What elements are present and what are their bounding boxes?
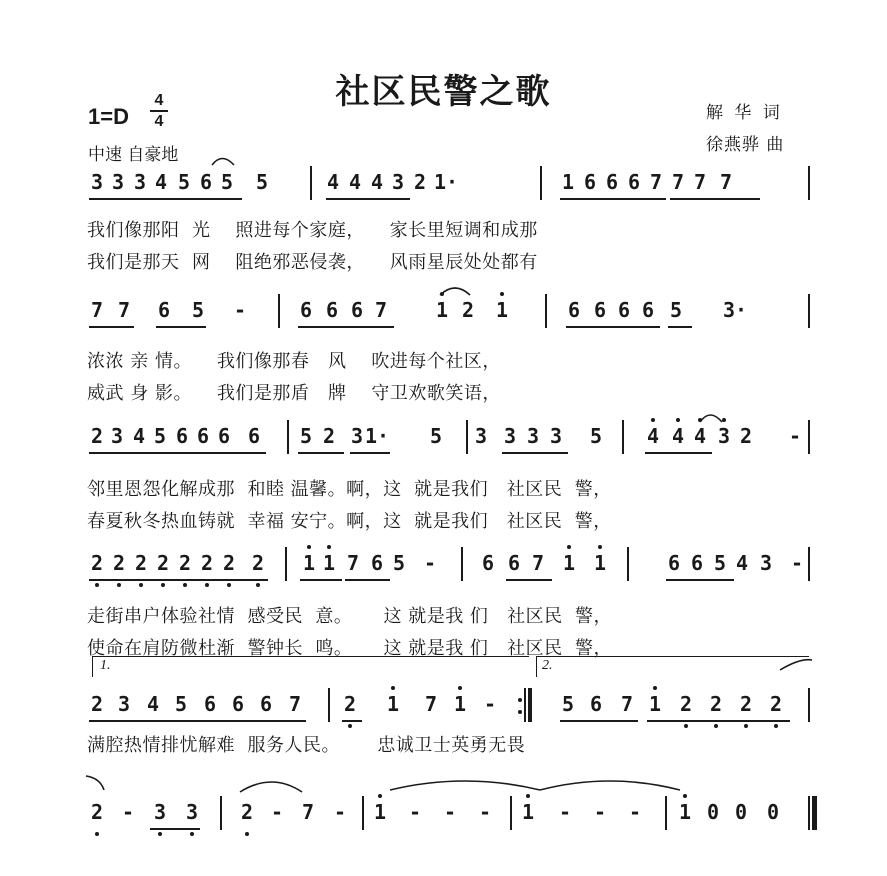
jianpu-note: 3 <box>717 424 731 448</box>
composer-credit: 徐燕骅 曲 <box>706 135 785 155</box>
slur <box>540 781 680 790</box>
jianpu-note: 3 <box>110 424 124 448</box>
beam-underline <box>566 326 660 328</box>
slur <box>390 781 540 790</box>
octave-dot-low <box>256 583 260 587</box>
volta-bracket-2 <box>536 656 809 677</box>
barline <box>622 420 624 454</box>
octave-dot-high <box>722 418 726 422</box>
jianpu-note: 7 <box>719 170 733 194</box>
jianpu-note: 2 <box>343 692 357 716</box>
barline <box>665 796 667 830</box>
jianpu-note: 6 <box>370 551 384 575</box>
octave-dot-high <box>391 686 395 690</box>
repeat-dot <box>518 698 522 702</box>
beam-underline <box>89 579 268 581</box>
jianpu-note: 6 <box>617 298 631 322</box>
jianpu-note: 7 <box>346 551 360 575</box>
jianpu-note: 1 <box>561 170 575 194</box>
barline <box>808 547 810 581</box>
jianpu-note: 4 <box>154 170 168 194</box>
jianpu-note: 1 <box>373 800 387 824</box>
barline <box>808 796 810 830</box>
jianpu-note: 4 <box>671 424 685 448</box>
jianpu-note: 6 <box>583 170 597 194</box>
jianpu-note: 6 <box>589 692 603 716</box>
jianpu-note: 6 <box>299 298 313 322</box>
beam-underline <box>156 326 206 328</box>
octave-dot-high <box>598 545 602 549</box>
jianpu-note: 1· <box>433 170 459 194</box>
jianpu-note: 6 <box>231 692 245 716</box>
tempo-marking: 中速 自豪地 <box>88 145 179 165</box>
jianpu-note: 6 <box>667 551 681 575</box>
jianpu-note: 1 <box>453 692 467 716</box>
slur <box>440 288 470 295</box>
jianpu-note: - <box>483 692 497 716</box>
jianpu-note: 2 <box>90 424 104 448</box>
jianpu-note: 3 <box>133 170 147 194</box>
jianpu-note: 6 <box>593 298 607 322</box>
octave-dot-low <box>245 832 249 836</box>
jianpu-note: 7 <box>288 692 302 716</box>
jianpu-note: 2 <box>709 692 723 716</box>
beam-underline <box>668 326 692 328</box>
jianpu-note: 2 <box>222 551 236 575</box>
barline <box>808 688 810 722</box>
jianpu-note: 5 <box>392 551 406 575</box>
lyric-line-2: 使命在肩防微杜渐 警钟长 鸣。 这 就是我 们 社区民 警， <box>87 638 613 659</box>
jianpu-note: 2 <box>251 551 265 575</box>
jianpu-note: 1· <box>364 424 390 448</box>
beam-underline <box>647 720 790 722</box>
lyric-line-1: 满腔热情排忧解难 服务人民。 忠诚卫士英勇无畏 <box>87 735 526 756</box>
jianpu-note: 7 <box>90 298 104 322</box>
barline <box>310 166 312 200</box>
octave-dot-low <box>227 583 231 587</box>
jianpu-note: 2 <box>178 551 192 575</box>
jianpu-note: 2 <box>90 692 104 716</box>
jianpu-note: - <box>628 800 642 824</box>
jianpu-note: 1 <box>495 298 509 322</box>
jianpu-note: 0 <box>706 800 720 824</box>
jianpu-note: 0 <box>734 800 748 824</box>
octave-dot-high <box>683 794 687 798</box>
beam-underline <box>89 452 266 454</box>
octave-dot-low <box>161 583 165 587</box>
octave-dot-low <box>95 583 99 587</box>
jianpu-note: 6 <box>247 424 261 448</box>
lyricist-credit: 解 华 词 <box>706 103 783 123</box>
jianpu-note: 3 <box>503 424 517 448</box>
jianpu-note: 6 <box>325 298 339 322</box>
jianpu-note: 2 <box>769 692 783 716</box>
volta-number-2: 2. <box>542 658 553 673</box>
barline <box>808 294 810 328</box>
jianpu-note: - <box>333 800 347 824</box>
jianpu-note: 2 <box>134 551 148 575</box>
jianpu-note: 6 <box>157 298 171 322</box>
jianpu-note: - <box>408 800 422 824</box>
octave-dot-low <box>190 832 194 836</box>
jianpu-note: 5 <box>177 170 191 194</box>
lyric-line-1: 我们像那阳 光 照进每个家庭， 家长里短调和成那 <box>87 220 538 241</box>
octave-dot-high <box>440 292 444 296</box>
beam-underline <box>560 198 666 200</box>
jianpu-note: 3 <box>526 424 540 448</box>
barline <box>328 688 330 722</box>
jianpu-note: 7 <box>117 298 131 322</box>
jianpu-note: 3 <box>153 800 167 824</box>
octave-dot-high <box>526 794 530 798</box>
jianpu-note: 7 <box>374 298 388 322</box>
jianpu-note: 2 <box>90 800 104 824</box>
slur <box>700 415 722 422</box>
beam-underline <box>298 326 394 328</box>
jianpu-note: 1 <box>322 551 336 575</box>
barline <box>510 796 512 830</box>
jianpu-note: 1 <box>302 551 316 575</box>
barline <box>362 796 364 830</box>
lyric-line-1: 邻里恩怨化解成那 和睦 温馨。啊，这 就是我们 社区民 警， <box>87 479 612 500</box>
jianpu-note: 2 <box>739 424 753 448</box>
jianpu-note: 2 <box>322 424 336 448</box>
beam-underline <box>342 720 362 722</box>
jianpu-note: 1 <box>593 551 607 575</box>
octave-dot-low <box>205 583 209 587</box>
jianpu-note: 6 <box>196 424 210 448</box>
jianpu-note: 6 <box>203 692 217 716</box>
jianpu-note: - <box>478 800 492 824</box>
barline <box>466 420 468 454</box>
jianpu-note: 0 <box>766 800 780 824</box>
jianpu-note: 3 <box>90 170 104 194</box>
slur <box>212 159 234 166</box>
jianpu-note: - <box>270 800 284 824</box>
jianpu-note: - <box>790 551 804 575</box>
jianpu-note: 4 <box>693 424 707 448</box>
jianpu-note: 6 <box>507 551 521 575</box>
jianpu-note: 4 <box>146 692 160 716</box>
jianpu-note: 5 <box>669 298 683 322</box>
jianpu-note: 4 <box>326 170 340 194</box>
beam-underline <box>560 720 638 722</box>
time-signature-top: 4 <box>154 92 164 109</box>
lyric-line-1: 走街串户体验社情 感受民 意。 这 就是我 们 社区民 警， <box>87 606 613 627</box>
lyric-line-1: 浓浓 亲 情。 我们像那春 风 吹进每个社区， <box>87 351 501 372</box>
jianpu-note: 5 <box>299 424 313 448</box>
beam-underline <box>350 452 390 454</box>
barline <box>285 547 287 581</box>
octave-dot-high <box>653 686 657 690</box>
barline <box>524 688 526 722</box>
jianpu-note: 3 <box>391 170 405 194</box>
lyric-line-2: 威武 身 影。 我们是那盾 牌 守卫欢歌笑语， <box>87 383 501 404</box>
octave-dot-low <box>684 724 688 728</box>
jianpu-note: 1 <box>678 800 692 824</box>
final-barline <box>812 796 817 830</box>
octave-dot-low <box>348 724 352 728</box>
octave-dot-high <box>567 545 571 549</box>
jianpu-note: 5 <box>174 692 188 716</box>
jianpu-note: 3 <box>549 424 563 448</box>
beam-underline <box>89 720 306 722</box>
barline <box>627 547 629 581</box>
jianpu-note: 6 <box>350 298 364 322</box>
jianpu-note: 3· <box>722 298 748 322</box>
jianpu-note: 5 <box>191 298 205 322</box>
jianpu-note: 3 <box>350 424 364 448</box>
jianpu-note: 4 <box>348 170 362 194</box>
jianpu-note: 4 <box>370 170 384 194</box>
octave-dot-high <box>458 686 462 690</box>
time-signature-bottom: 4 <box>154 113 164 130</box>
jianpu-note: 5 <box>429 424 443 448</box>
jianpu-note: 6 <box>627 170 641 194</box>
barline <box>808 166 810 200</box>
octave-dot-low <box>139 583 143 587</box>
barline <box>540 166 542 200</box>
jianpu-note: - <box>423 551 437 575</box>
barline <box>545 294 547 328</box>
octave-dot-high <box>327 545 331 549</box>
jianpu-note: - <box>558 800 572 824</box>
beam-underline <box>298 452 344 454</box>
jianpu-note: 2 <box>90 551 104 575</box>
jianpu-note: 1 <box>648 692 662 716</box>
jianpu-note: - <box>788 424 802 448</box>
barline <box>461 547 463 581</box>
jianpu-note: - <box>121 800 135 824</box>
jianpu-note: 5 <box>153 424 167 448</box>
beam-underline <box>670 198 760 200</box>
octave-dot-low <box>117 583 121 587</box>
jianpu-note: 5 <box>255 170 269 194</box>
beam-underline <box>89 326 134 328</box>
octave-dot-high <box>378 794 382 798</box>
jianpu-note: 2 <box>156 551 170 575</box>
jianpu-note: 5 <box>589 424 603 448</box>
jianpu-note: 4 <box>735 551 749 575</box>
octave-dot-low <box>774 724 778 728</box>
jianpu-note: 6 <box>259 692 273 716</box>
jianpu-note: 1 <box>562 551 576 575</box>
jianpu-note: 7 <box>620 692 634 716</box>
jianpu-note: 7 <box>671 170 685 194</box>
barline <box>287 420 289 454</box>
barline <box>220 796 222 830</box>
time-signature <box>150 92 168 130</box>
octave-dot-low <box>95 832 99 836</box>
jianpu-note: 5 <box>561 692 575 716</box>
jianpu-note: 6 <box>641 298 655 322</box>
jianpu-note: 7 <box>531 551 545 575</box>
lyric-line-2: 我们是那天 网 阻绝邪恶侵袭， 风雨星辰处处都有 <box>87 252 538 273</box>
jianpu-note: - <box>443 800 457 824</box>
octave-dot-low <box>183 583 187 587</box>
jianpu-note: 7 <box>693 170 707 194</box>
jianpu-note: 2 <box>739 692 753 716</box>
jianpu-note: 4 <box>132 424 146 448</box>
jianpu-note: 2 <box>200 551 214 575</box>
barline <box>278 294 280 328</box>
jianpu-note: 2 <box>240 800 254 824</box>
jianpu-note: 2 <box>112 551 126 575</box>
beam-underline <box>345 579 390 581</box>
octave-dot-high <box>676 418 680 422</box>
key-signature: 1=D <box>88 104 129 129</box>
barline <box>808 420 810 454</box>
jianpu-note: 6 <box>175 424 189 448</box>
beam-underline <box>89 198 242 200</box>
jianpu-note: 2 <box>461 298 475 322</box>
octave-dot-high <box>698 418 702 422</box>
beam-underline <box>150 828 200 830</box>
jianpu-note: 6 <box>690 551 704 575</box>
beam-underline <box>502 452 568 454</box>
jianpu-note: 2 <box>679 692 693 716</box>
repeat-barline <box>528 688 532 722</box>
beam-underline <box>326 198 410 200</box>
jianpu-note: 5 <box>220 170 234 194</box>
octave-dot-high <box>307 545 311 549</box>
jianpu-note: 3 <box>474 424 488 448</box>
octave-dot-high <box>500 292 504 296</box>
jianpu-note: - <box>593 800 607 824</box>
beam-underline <box>300 579 342 581</box>
jianpu-note: 6 <box>481 551 495 575</box>
slur <box>86 776 104 790</box>
volta-bracket-1 <box>92 656 529 677</box>
octave-dot-high <box>651 418 655 422</box>
jianpu-note: 6 <box>199 170 213 194</box>
jianpu-note: 7 <box>301 800 315 824</box>
jianpu-note: 5 <box>713 551 727 575</box>
lyric-line-2: 春夏秋冬热血铸就 幸福 安宁。啊，这 就是我们 社区民 警， <box>87 511 612 532</box>
octave-dot-low <box>744 724 748 728</box>
jianpu-note: 4 <box>646 424 660 448</box>
beam-underline <box>506 579 552 581</box>
volta-number-1: 1. <box>100 658 111 673</box>
jianpu-note: 1 <box>435 298 449 322</box>
jianpu-note: 1 <box>386 692 400 716</box>
jianpu-note: - <box>233 298 247 322</box>
repeat-dot <box>518 710 522 714</box>
jianpu-note: 3 <box>111 170 125 194</box>
jianpu-note: 3 <box>759 551 773 575</box>
beam-underline <box>645 452 712 454</box>
jianpu-note: 1 <box>521 800 535 824</box>
slur <box>240 782 302 792</box>
jianpu-note: 7 <box>424 692 438 716</box>
song-title: 社区民警之歌 <box>335 72 552 112</box>
jianpu-note: 3 <box>117 692 131 716</box>
jianpu-note: 2 <box>413 170 427 194</box>
beam-underline <box>666 579 734 581</box>
octave-dot-low <box>158 832 162 836</box>
jianpu-note: 3 <box>185 800 199 824</box>
jianpu-note: 7 <box>649 170 663 194</box>
octave-dot-low <box>714 724 718 728</box>
jianpu-note: 6 <box>567 298 581 322</box>
jianpu-note: 6 <box>217 424 231 448</box>
jianpu-note: 6 <box>605 170 619 194</box>
